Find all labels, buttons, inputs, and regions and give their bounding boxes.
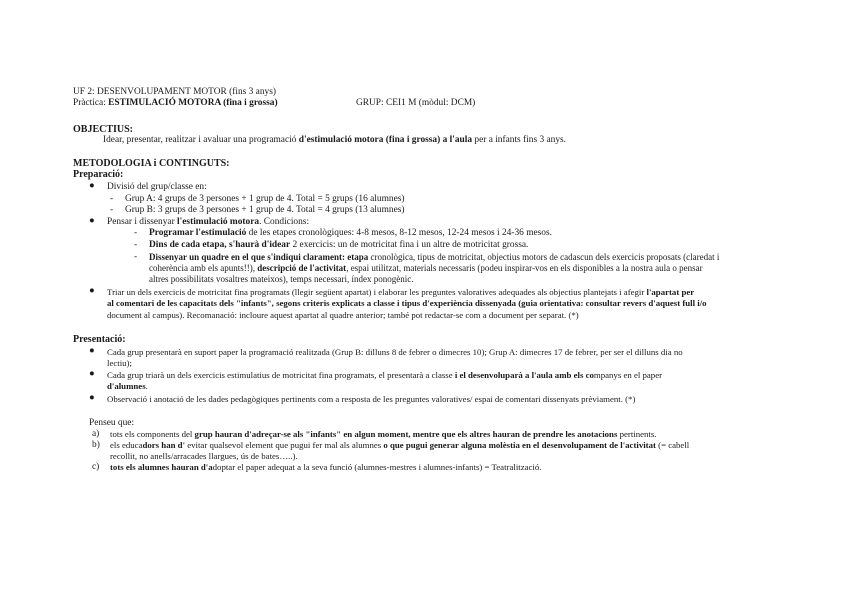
penseu-b-text-c: evitar qualsevol element que pugui fer mal als alumnes <box>185 440 384 450</box>
penseu-b-text-b: dors han d' <box>142 440 186 450</box>
presentacio-b2-line1 <box>107 370 662 381</box>
penseu-c-text <box>110 462 541 473</box>
bullet-dot: ● <box>89 393 95 403</box>
condicio-3-line2 <box>149 263 703 274</box>
header-practica-title: ESTIMULACIÓ MOTORA (fina i grossa) <box>108 98 278 108</box>
penseu-b-line1 <box>110 440 689 451</box>
penseu-b-text-e: (= cabell <box>655 440 690 450</box>
presentacio-b3: Observació i anotació de les dades pedagògiques pertinents com a resposta de les preguntes valoratives/ espai de comentari dissenyats prèviament. (*) <box>107 394 636 404</box>
bullet-pensar <box>107 217 309 228</box>
condicio-1-b: de les etapes cronològiques: 4-8 mesos, 8-12 mesos, 12-24 mesos i 24-36 mesos. <box>246 228 552 238</box>
dash-marker: - <box>110 194 114 204</box>
condicio-2-b: 2 exercicis: un de motricitat fina i un altre de motricitat grossa. <box>290 240 529 250</box>
penseu-c-label: c) <box>92 462 100 472</box>
objectius-text-b: d'estimulació motora (fina i grossa) a l'aula <box>298 135 473 145</box>
bullet-triar-a: Triar un dels exercicis de motricitat fina programats (llegir següent apartat) i elaborar les preguntes valoratives adequades als objectius plantejats i afegir <box>107 287 647 297</box>
presentacio-b1-line1: Cada grup presentarà en suport paper la programació realitzada (Grup B: dilluns 8 de febrer o dimecres 10); Grup A: dimecres 17 de febrer, per ser el dilluns dia no <box>107 347 683 357</box>
metodologia-heading: METODOLOGIA i CONTINGUTS: <box>73 158 230 169</box>
objectius-text-c: per a infants fins 3 anys. <box>472 135 567 145</box>
preparacio-heading: Preparació: <box>73 169 124 180</box>
penseu-c-text-b: doptar el paper adequat a la seva funció (alumnes-mestres i alumnes-infants) = Teatralització. <box>212 462 542 472</box>
presentacio-b2-c: mpanys en el paper <box>593 370 663 380</box>
presentacio-b1-line2: lectiu); <box>107 358 132 368</box>
presentacio-b2-l2: d'alumnes <box>107 381 146 391</box>
dash-marker: - <box>134 240 138 250</box>
presentacio-b2-line2 <box>107 381 148 392</box>
penseu-b-text-d: o que pugui generar alguna molèstia en el desenvolupament de l'activitat <box>383 440 656 450</box>
condicio-3-line1 <box>149 252 719 263</box>
presentacio-heading: Presentació: <box>73 334 126 345</box>
penseu-b-line2: recollit, no anells/arracades llargues, ús de bates…..). <box>110 451 298 461</box>
condicio-3-b: cronològica, tipus de motricitat, objectius motors de cadascun dels exercicis proposats (claredat i <box>368 252 720 262</box>
bullet-triar-line3: document al campus). Recomanació: incloure aquest apartat al quadre anterior; també pot redactar-se com a document per separat. (*) <box>107 310 579 320</box>
bullet-triar-line1 <box>107 287 694 298</box>
penseu-a-text <box>110 429 656 440</box>
header-practica-label: Pràctica: <box>73 98 109 108</box>
penseu-a-text-b: grup hauran d'adreçar-se als "infants" en algun moment, mentre que els altres hauran de prendre les anotacions <box>194 429 618 439</box>
bullet-pensar-a: Pensar i dissenyar <box>107 217 178 227</box>
bullet-dot: ● <box>89 286 95 296</box>
bullet-dot: ● <box>89 216 95 226</box>
objectius-heading: OBJECTIUS: <box>73 124 134 135</box>
bullet-dot: ● <box>89 346 95 356</box>
bullet-pensar-c: . Condicions: <box>259 217 310 227</box>
condicio-1-a: Programar l'estimulació <box>149 228 247 238</box>
dash-marker: - <box>134 252 138 262</box>
sub-grup-b: Grup B: 3 grups de 3 persones + 1 grup de 4. Total = 4 grups (13 alumnes) <box>125 205 405 215</box>
bullet-dot: ● <box>89 181 95 191</box>
condicio-3-l2: coherència amb els apunts!!), <box>149 263 258 273</box>
penseu-a-text-a: tots els components del <box>110 429 195 439</box>
condicio-3-l2c: , espai utilitzat, materials necessaris (podeu inspirar-vos en els disponibles a la nostra aula o pensar <box>346 263 703 273</box>
condicio-3-line3: altres possibilitats vosaltres mateixos), temps necessari, índex ponogènic. <box>149 274 414 284</box>
dash-marker: - <box>134 228 138 238</box>
penseu-heading: Penseu que: <box>89 418 135 428</box>
condicio-2 <box>149 240 528 251</box>
bullet-triar-b: l'apartat per <box>646 287 695 297</box>
dash-marker: - <box>110 205 114 215</box>
bullet-pensar-b: l'estimulació motora <box>177 217 260 227</box>
penseu-c-text-a: tots els alumnes hauran d'a <box>110 462 213 472</box>
header-line1: UF 2: DESENVOLUPAMENT MOTOR (fins 3 anys) <box>73 87 276 97</box>
penseu-b-text-a: els educa <box>110 440 143 450</box>
condicio-1 <box>149 228 552 239</box>
sub-grup-a: Grup A: 4 grups de 3 persones + 1 grup de 4. Total = 5 grups (16 alumnes) <box>125 194 405 204</box>
header-grup: GRUP: CEI1 M (mòdul: DCM) <box>356 98 476 108</box>
bullet-triar-line2: al comentari de les capacitats dels "infants", segons criteris explicats a classe i tipus d'experiència dissenyada (guia orientativa: consultar revers d'aquest full i/o <box>107 298 707 308</box>
penseu-a-label: a) <box>92 429 100 439</box>
condicio-3-l2b: descripció de l'activitat <box>257 263 347 273</box>
condicio-3-a: Dissenyar un quadre en el que s'indiqui clarament: etapa <box>149 252 369 262</box>
header-line2 <box>73 98 278 109</box>
presentacio-b2-l2b: . <box>145 381 148 391</box>
bullet-dot: ● <box>89 369 95 379</box>
objectius-text-a: Idear, presentar, realitzar i avaluar una programació <box>103 135 299 145</box>
bullet-divisio: Divisió del grup/classe en: <box>107 182 207 192</box>
objectius-text <box>103 135 566 146</box>
presentacio-b2-a: Cada grup triarà un dels exercicis estimulatius de motricitat fina programats, el presentarà a classe <box>107 370 455 380</box>
presentacio-b2-b: i el desenvoluparà a l'aula amb els co <box>454 370 594 380</box>
penseu-a-text-c: pertinents. <box>617 429 657 439</box>
condicio-2-a: Dins de cada etapa, s'haurà d'idear <box>149 240 291 250</box>
penseu-b-label: b) <box>92 440 100 450</box>
